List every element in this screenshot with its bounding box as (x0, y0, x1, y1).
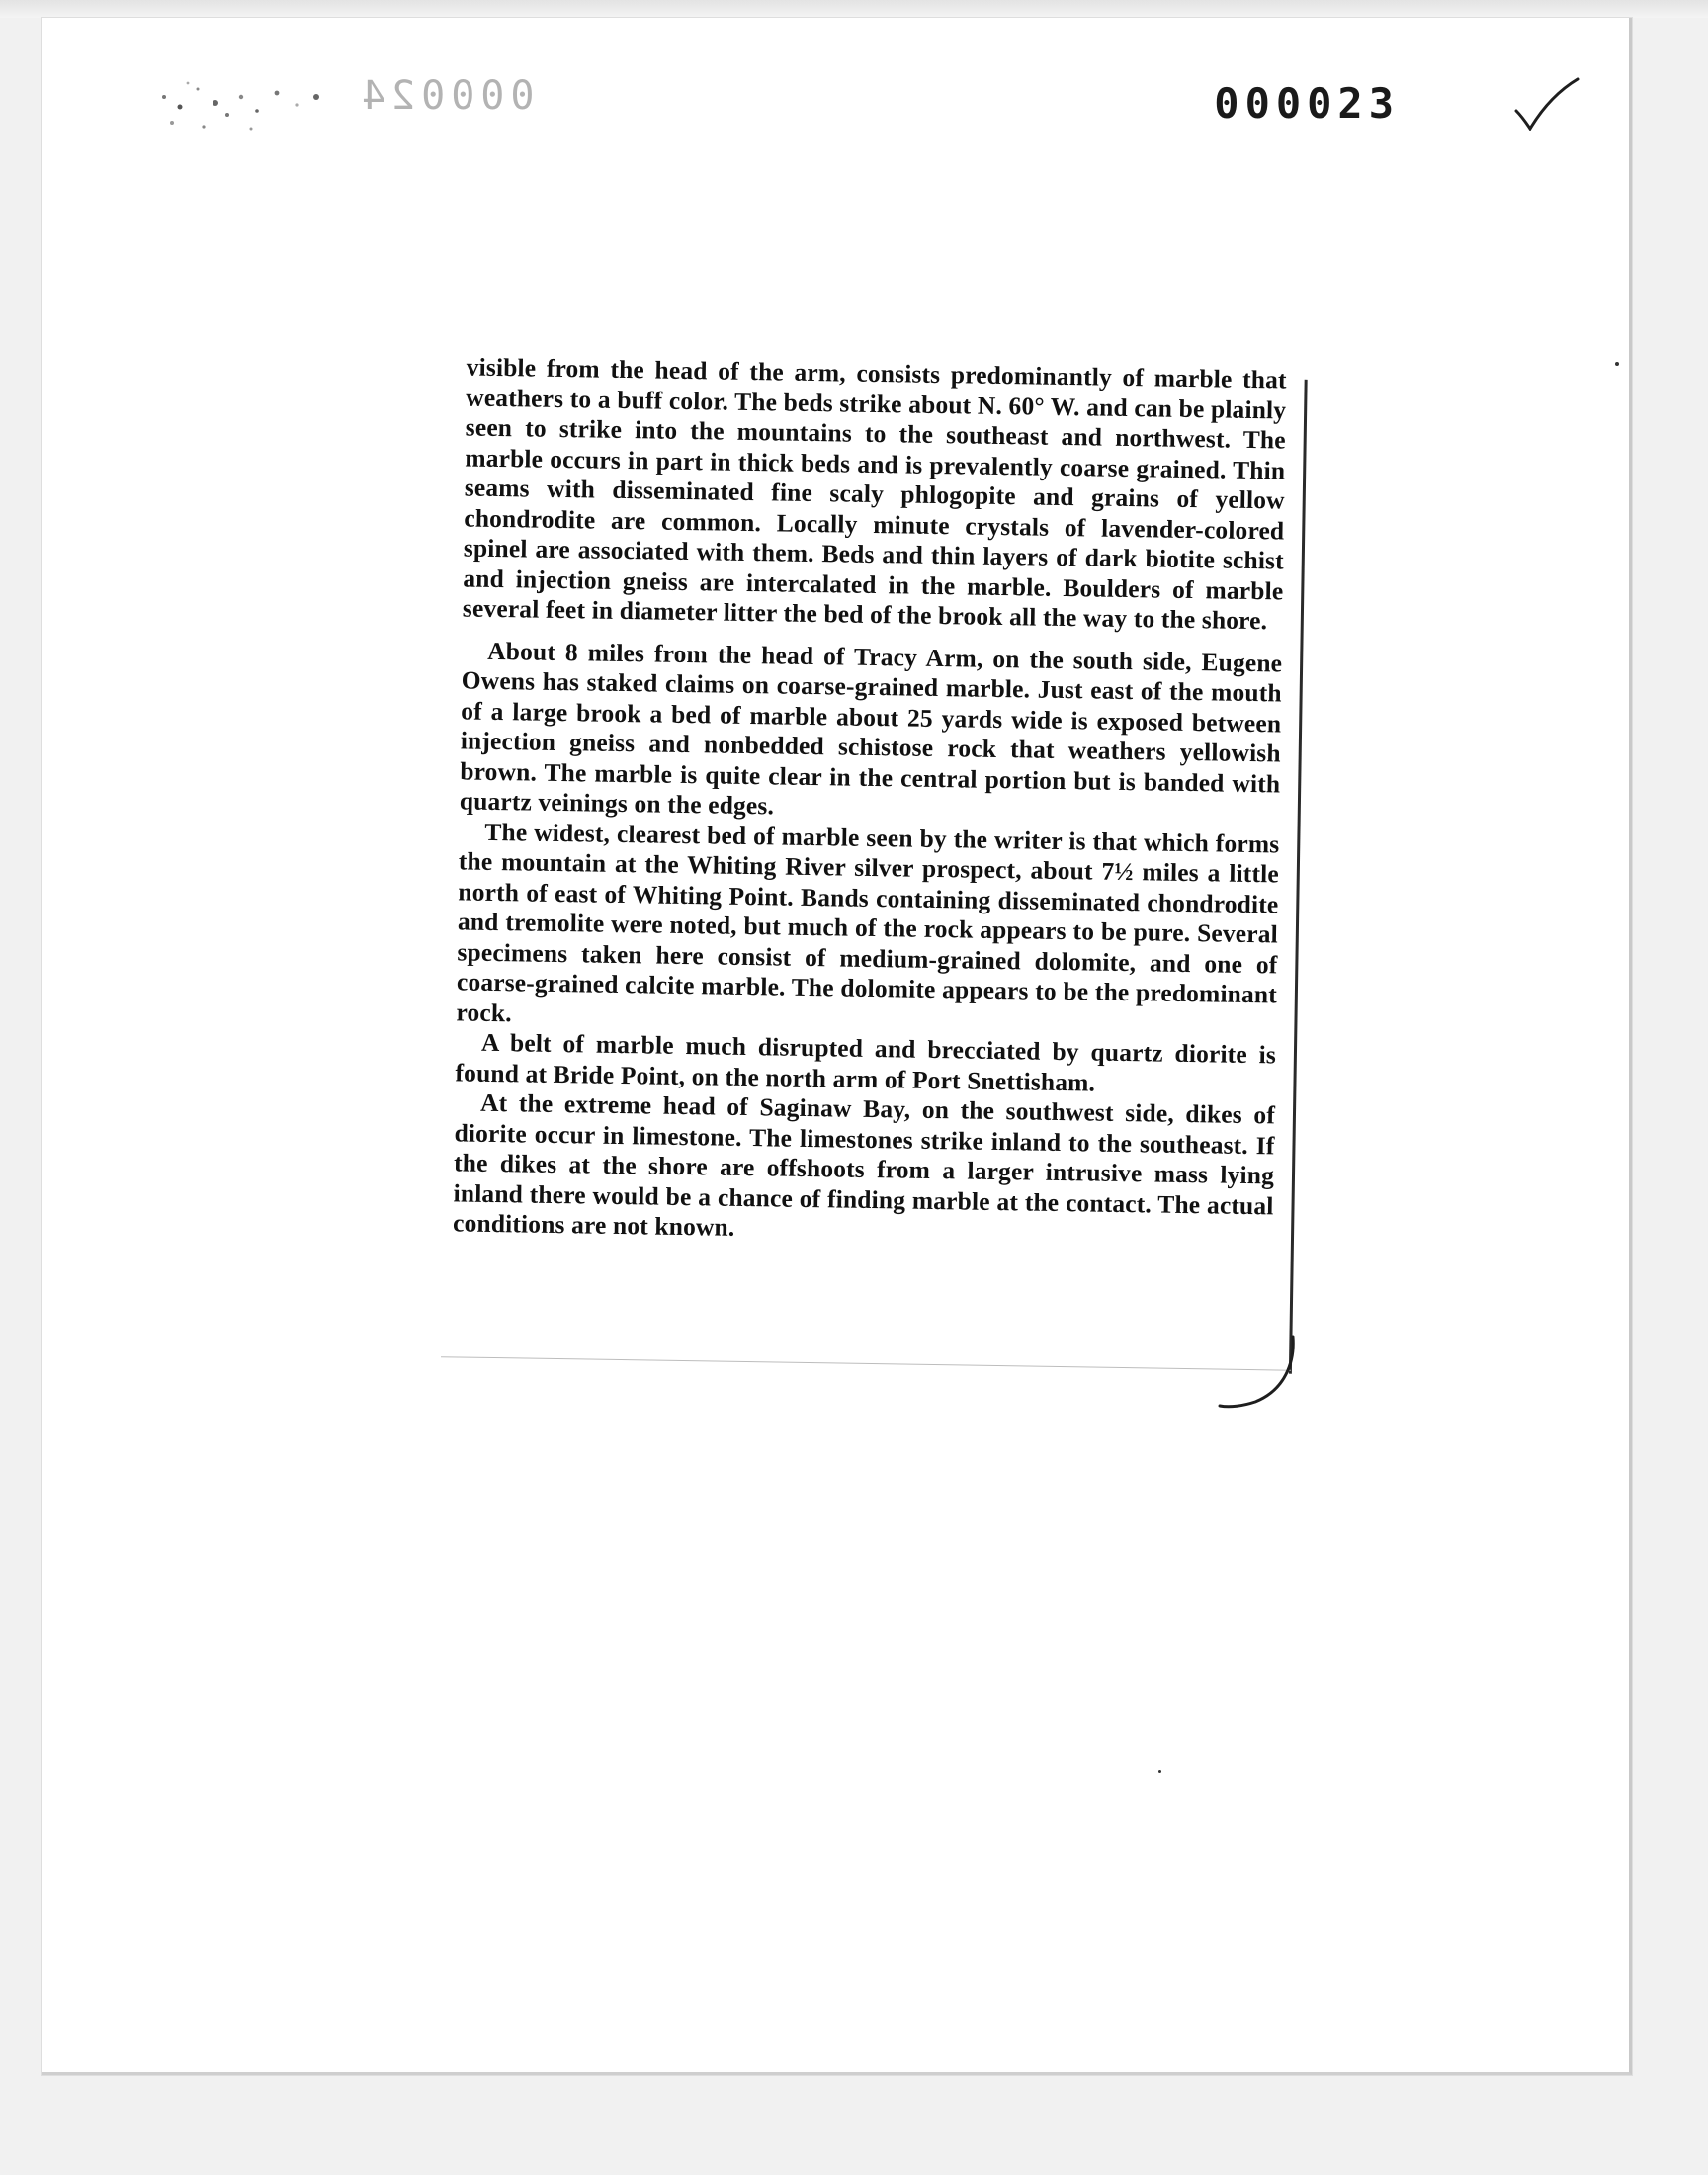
paragraph: visible from the head of the arm, consists predominantly of marble that weathers to a buff color. The beds strike about N. 60° W. and can be plainly seen to strike into the mountains to the southeast and northwest. The marble occurs in part in thick beds and is prevalently coarse grained. Thin seams with disseminated fine scaly phlogopite and grains of yellow chondrodite are common. Locally minute crystals of lavender-colored spinel are associated with them. Beds and thin layers of dark biotite schist and injection gneiss are intercalated in the marble. Boulders of marble several feet in diameter litter the bed of the brook all the way to the shore. (462, 352, 1287, 636)
paragraph: At the extreme head of Saginaw Bay, on the southwest side, dikes of diorite occur in limestone. The limestones strike inland to the southeast. If the dikes at the shore are offshoots from a larger intrusive mass lying inland there would be a chance of finding marble at the contact. The actual conditions are not known. (452, 1088, 1276, 1242)
mirrored-page-number-stamp: 000024 (356, 73, 535, 119)
ink-dot (1615, 362, 1619, 366)
clipping-right-rule (1289, 380, 1308, 1374)
clipping-bottom-edge (441, 1356, 1291, 1371)
page-number-stamp: 000023 (1214, 79, 1400, 128)
scanner-top-edge (0, 0, 1708, 18)
checkmark-icon (1512, 75, 1581, 134)
ink-specks (158, 67, 346, 156)
clipping-body (453, 352, 1287, 1251)
article-clipping (421, 352, 1305, 1384)
ink-dot (1158, 1770, 1161, 1773)
paragraph: About 8 miles from the head of Tracy Arm, on the south side, Eugene Owens has staked claims on coarse-grained marble. Just east of the mouth of a large brook a bed of marble about 25 yards wide is exposed between injection gneiss and nonbedded schistose rock that weathers yellowish brown. The marble is quite clear in the central portion but is banded with quartz veinings on the edges. (459, 636, 1283, 821)
pen-curl-mark (1216, 1333, 1315, 1412)
scanned-page (42, 18, 1632, 2075)
paragraph: A belt of marble much disrupted and brecciated by quartz diorite is found at Bride Point, on the north arm of Port Snettisham. (455, 1027, 1277, 1097)
paragraph: The widest, clearest bed of marble seen by the writer is that which forms the mountain at the Whiting River silver prospect, about 7½ miles a little north of east of Whiting Point. Bands containing disseminated chondrodite and tremolite were noted, but much of the rock appears to be pure. Several specimens taken here consist of medium-grained dolomite, and one of coarse-grained calcite marble. The dolomite appears to be the predominant rock. (456, 817, 1280, 1027)
